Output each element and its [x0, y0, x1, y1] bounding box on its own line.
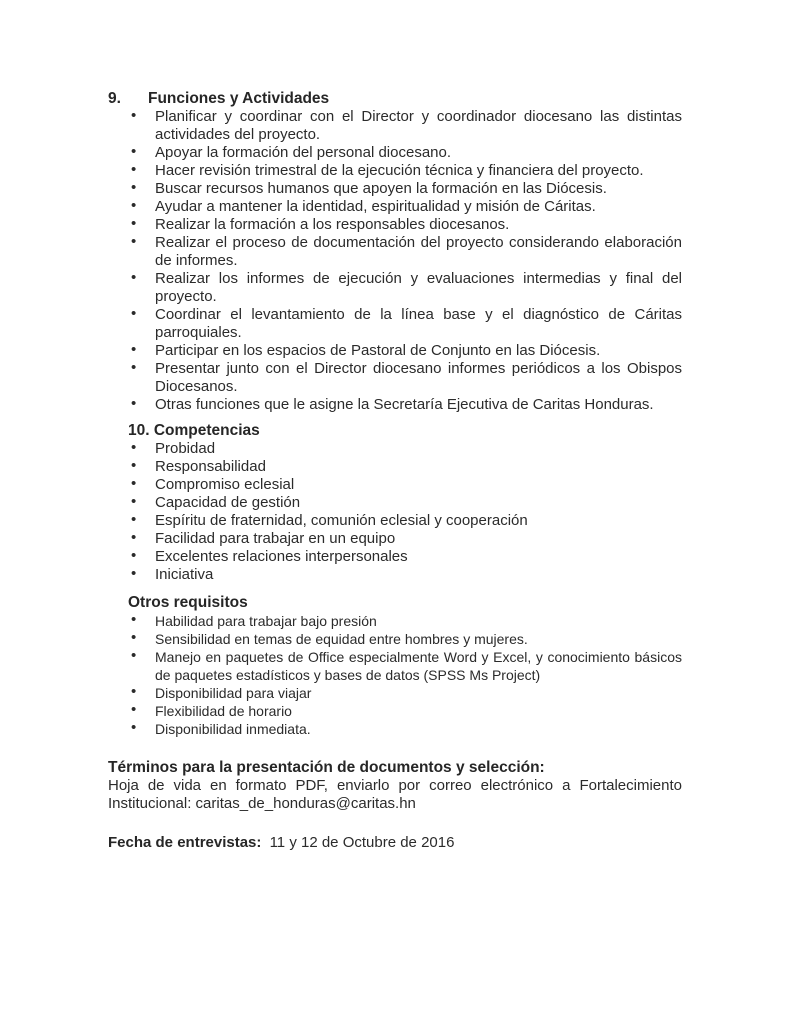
list-item — [108, 144, 682, 162]
list-item-text: Participar en los espacios de Pastoral de Conjunto en las Diócesis. — [155, 342, 601, 359]
list-item-text: Iniciativa — [155, 566, 214, 583]
fecha-entrevistas-label: Fecha de entrevistas: — [108, 834, 262, 851]
list-item-text: Planificar y coordinar con el Director y coordinador diocesano las distintas actividades del proyecto. — [155, 108, 682, 143]
list-item-text: Espíritu de fraternidad, comunión eclesial y cooperación — [155, 512, 528, 529]
bullet-icon: • — [131, 475, 137, 492]
list-item — [108, 548, 682, 566]
bullet-icon: • — [131, 565, 137, 582]
list-item-text: Facilidad para trabajar en un equipo — [155, 530, 396, 547]
bullet-icon: • — [131, 395, 137, 412]
section-number: 9. — [108, 90, 121, 107]
list-item — [108, 234, 682, 270]
list-item-text: Excelentes relaciones interpersonales — [155, 548, 408, 565]
list-item — [108, 476, 682, 494]
list-item-text: Realizar los informes de ejecución y evaluaciones intermedias y final del proyecto. — [155, 270, 682, 305]
list-item-text: Sensibilidad en temas de equidad entre hombres y mujeres. — [155, 631, 528, 647]
list-item — [108, 702, 682, 720]
competencias-list — [108, 440, 682, 584]
list-item-text: Disponibilidad para viajar — [155, 685, 312, 701]
bullet-icon: • — [131, 215, 137, 232]
section-heading-funciones — [108, 90, 682, 108]
fecha-entrevistas-row — [108, 834, 682, 852]
list-item — [108, 198, 682, 216]
list-item — [108, 162, 682, 180]
bullet-icon: • — [131, 629, 137, 646]
bullet-icon: • — [131, 493, 137, 510]
list-item-text: Apoyar la formación del personal diocesano. — [155, 144, 452, 161]
funciones-list — [108, 108, 682, 414]
otros-requisitos-list — [108, 612, 682, 738]
bullet-icon: • — [131, 547, 137, 564]
list-item — [108, 108, 682, 144]
list-item — [108, 396, 682, 414]
list-item-text: Coordinar el levantamiento de la línea base y el diagnóstico de Cáritas parroquiales. — [155, 306, 682, 341]
bullet-icon: • — [131, 359, 137, 376]
section-title-funciones: Funciones y Actividades — [148, 90, 330, 107]
section-heading-competencias: 10. Competencias — [128, 422, 260, 439]
list-item-text: Habilidad para trabajar bajo presión — [155, 613, 377, 629]
bullet-icon: • — [131, 647, 137, 664]
bullet-icon: • — [131, 683, 137, 700]
list-item-text: Presentar junto con el Director diocesano informes periódicos a los Obispos Diocesanos. — [155, 360, 682, 395]
list-item — [108, 684, 682, 702]
bullet-icon: • — [131, 529, 137, 546]
list-item — [108, 566, 682, 584]
list-item — [108, 342, 682, 360]
list-item-text: Manejo en paquetes de Office especialmente Word y Excel, y conocimiento básicos de paquetes estadísticos y bases de datos (SPSS Ms Project) — [155, 649, 682, 683]
list-item-text: Responsabilidad — [155, 458, 266, 475]
list-item — [108, 216, 682, 234]
bullet-icon: • — [131, 719, 137, 736]
bullet-icon: • — [131, 701, 137, 718]
bullet-icon: • — [131, 269, 137, 286]
fecha-entrevistas-value: 11 y 12 de Octubre de 2016 — [269, 834, 455, 851]
list-item — [108, 612, 682, 630]
list-item — [108, 360, 682, 396]
list-item — [108, 440, 682, 458]
list-item-text: Buscar recursos humanos que apoyen la formación en las Diócesis. — [155, 180, 607, 197]
bullet-icon: • — [131, 341, 137, 358]
list-item — [108, 720, 682, 738]
list-item — [108, 512, 682, 530]
list-item — [108, 458, 682, 476]
list-item — [108, 494, 682, 512]
list-item — [108, 270, 682, 306]
bullet-icon: • — [131, 197, 137, 214]
terminos-title: Términos para la presentación de documentos y selección: — [108, 759, 545, 776]
bullet-icon: • — [131, 143, 137, 160]
bullet-icon: • — [131, 457, 137, 474]
list-item-text: Ayudar a mantener la identidad, espiritualidad y misión de Cáritas. — [155, 198, 596, 215]
list-item — [108, 180, 682, 198]
list-item — [108, 630, 682, 648]
list-item-text: Flexibilidad de horario — [155, 703, 292, 719]
bullet-icon: • — [131, 305, 137, 322]
list-item — [108, 648, 682, 684]
list-item — [108, 306, 682, 342]
list-item-text: Otras funciones que le asigne la Secretaría Ejecutiva de Caritas Honduras. — [155, 396, 654, 413]
list-item-text: Disponibilidad inmediata. — [155, 721, 311, 737]
list-item-text: Realizar el proceso de documentación del proyecto considerando elaboración de informes. — [155, 234, 682, 269]
bullet-icon: • — [131, 439, 137, 456]
list-item-text: Probidad — [155, 440, 216, 457]
bullet-icon: • — [131, 179, 137, 196]
bullet-icon: • — [131, 161, 137, 178]
bullet-icon: • — [131, 233, 137, 250]
terminos-body: Hoja de vida en formato PDF, enviarlo por correo electrónico a Fortalecimiento Institucional: caritas_de_honduras@caritas.hn — [108, 777, 682, 812]
list-item-text: Compromiso eclesial — [155, 476, 295, 493]
terminos-section — [108, 759, 682, 813]
list-item-text: Capacidad de gestión — [155, 494, 301, 511]
list-item-text: Hacer revisión trimestral de la ejecución técnica y financiera del proyecto. — [155, 162, 644, 179]
section-heading-otros-requisitos: Otros requisitos — [128, 594, 248, 611]
list-item — [108, 530, 682, 548]
bullet-icon: • — [131, 511, 137, 528]
bullet-icon: • — [131, 107, 137, 124]
bullet-icon: • — [131, 611, 137, 628]
list-item-text: Realizar la formación a los responsables diocesanos. — [155, 216, 510, 233]
